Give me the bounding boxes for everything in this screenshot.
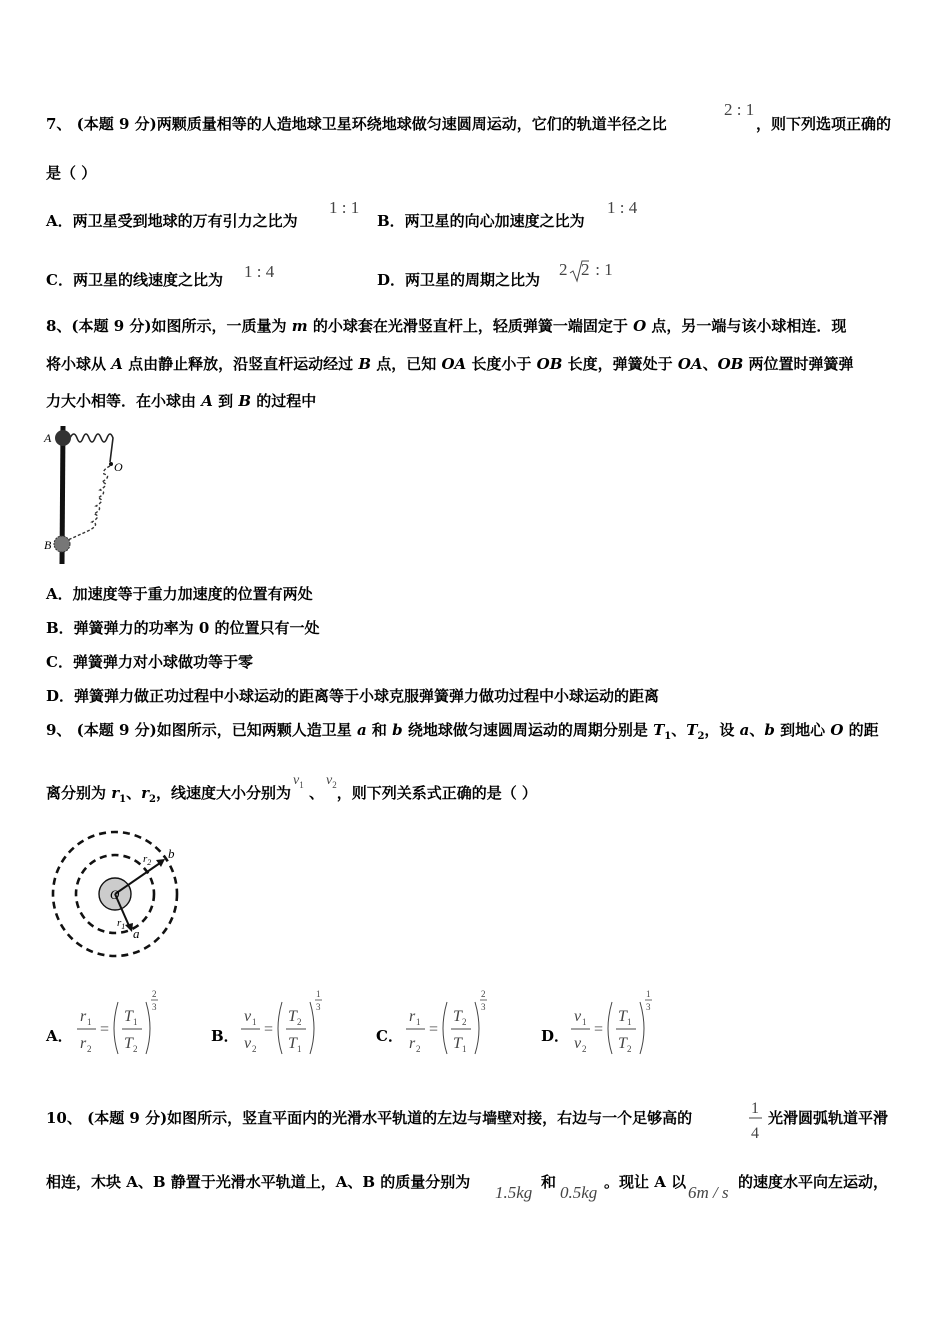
q7-option-a[interactable]: A．两卫星受到地球的万有引力之比为	[46, 212, 298, 230]
q9-option-b-label[interactable]: B．	[211, 1027, 239, 1045]
q8-stem-line1: 8、(本题 9 分)如图所示，一质量为 m 的小球套在光滑竖直杆上，轻质弹簧一端固定于 O 点，另一端与该小球相连．现	[46, 317, 847, 335]
svg-text:T: T	[288, 1035, 297, 1052]
svg-text:1: 1	[646, 989, 651, 999]
svg-text:2: 2	[462, 1017, 467, 1027]
q7-stem-line2: 是（ ）	[46, 164, 97, 182]
svg-text:r: r	[409, 1035, 416, 1052]
ball-at-b	[54, 536, 70, 552]
svg-text:v: v	[244, 1008, 252, 1025]
q7-option-b[interactable]: B．两卫星的向心加速度之比为	[377, 212, 585, 230]
q8-stem-line3: 力大小相等．在小球由 A 到 B 的过程中	[46, 392, 317, 410]
svg-text:1: 1	[462, 1044, 467, 1054]
svg-text:T: T	[124, 1035, 133, 1052]
q10-velocity: 6m / s	[688, 1183, 729, 1202]
svg-text:T: T	[453, 1008, 462, 1025]
svg-text:1: 1	[627, 1017, 632, 1027]
spring-to-b-dashed	[68, 466, 110, 540]
q10-stem-line2-end: 的速度水平向左运动，	[738, 1173, 889, 1191]
svg-text:2: 2	[152, 989, 157, 999]
q10-quarter-fraction	[746, 1094, 766, 1144]
q10-stem-line1-end: 光滑圆弧轨道平滑	[768, 1109, 889, 1127]
q7-option-c-value: 1 : 4	[244, 262, 275, 281]
q8-stem-line2: 将小球从 A 点由静止释放，沿竖直杆运动经过 B 点，已知 OA 长度小于 OB 长度，弹簧处于 OA、OB 两位置时弹簧弹	[46, 355, 854, 373]
label-r2: $r_2$	[143, 853, 152, 867]
svg-text:2: 2	[416, 1044, 421, 1054]
q7-radius-ratio: 2 : 1	[724, 100, 755, 119]
q7-option-a-value: 1 : 1	[329, 198, 360, 217]
svg-text:2: 2	[582, 1044, 587, 1054]
svg-text:4: 4	[751, 1125, 759, 1142]
q9-option-a-label[interactable]: A．	[46, 1027, 73, 1045]
svg-text:2: 2	[87, 1044, 92, 1054]
q9-option-a-formula[interactable]	[72, 988, 172, 1058]
svg-text:v: v	[574, 1035, 582, 1052]
svg-text:T: T	[288, 1008, 297, 1025]
q8-option-d[interactable]: D．弹簧弹力做正功过程中小球运动的距离等于小球克服弹簧弹力做功过程中小球运动的距离	[46, 687, 660, 705]
svg-text:3: 3	[646, 1002, 651, 1012]
svg-text:=: =	[429, 1021, 439, 1038]
svg-text:r: r	[80, 1008, 87, 1025]
spring-at-a	[70, 434, 113, 462]
svg-text:2: 2	[133, 1044, 138, 1054]
q9-option-b-formula[interactable]	[236, 988, 336, 1058]
label-a: A	[44, 431, 52, 445]
label-b: B	[44, 538, 52, 552]
svg-text:3: 3	[152, 1002, 157, 1012]
svg-text:=: =	[100, 1021, 110, 1038]
q10-and: 和	[541, 1173, 557, 1191]
ball-at-a	[55, 430, 71, 446]
svg-text:r: r	[409, 1008, 416, 1025]
q10-stem-line2-mid: 。现让 A 以	[604, 1173, 687, 1191]
label-o: O	[114, 460, 123, 474]
svg-text:2: 2	[252, 1044, 257, 1054]
pivot-point	[109, 462, 113, 466]
q7-stem-line1: 7、 (本题 9 分)两颗质量相等的人造地球卫星环绕地球做匀速圆周运动，它们的轨道半径之比	[46, 115, 667, 133]
q7-option-d[interactable]: D．两卫星的周期之比为	[377, 271, 541, 289]
svg-text:1: 1	[416, 1017, 421, 1027]
svg-text:=: =	[594, 1021, 604, 1038]
label-b: b	[168, 846, 175, 861]
q9-option-c-label[interactable]: C．	[376, 1027, 403, 1045]
q9-option-d-label[interactable]: D．	[541, 1027, 570, 1045]
q9-option-c-formula[interactable]	[401, 988, 501, 1058]
q9-orbit-figure	[48, 826, 184, 962]
q9-stem-line2: 离分别为 $r_1$、$r_2$，线速度大小分别为$v_1$ 、$v_2$，则下列关系式正确的是（ ）	[46, 773, 537, 805]
svg-text:T: T	[124, 1008, 133, 1025]
q8-spring-figure	[40, 422, 140, 570]
svg-text:1: 1	[751, 1100, 759, 1117]
q9-option-d-formula[interactable]	[566, 988, 666, 1058]
svg-text:T: T	[618, 1035, 627, 1052]
svg-text:1: 1	[252, 1017, 257, 1027]
q9-stem-line1: 9、 (本题 9 分)如图所示，已知两颗人造卫星 a 和 b 绕地球做匀速圆周运动的周期分别是 $T_1$、$T_2$，设 a、b 到地心 O 的距	[46, 721, 879, 742]
svg-text:2: 2	[481, 989, 486, 999]
svg-text:T: T	[453, 1035, 462, 1052]
svg-text:T: T	[618, 1008, 627, 1025]
label-o: O	[110, 887, 120, 902]
svg-text:r: r	[80, 1035, 87, 1052]
q8-option-a[interactable]: A．加速度等于重力加速度的位置有两处	[46, 585, 313, 603]
label-r1: $r_1$	[117, 917, 126, 931]
q7-option-b-value: 1 : 4	[607, 198, 638, 217]
svg-text:2: 2	[297, 1017, 302, 1027]
svg-text:1: 1	[316, 989, 321, 999]
svg-text:v: v	[574, 1008, 582, 1025]
svg-text:1: 1	[297, 1044, 302, 1054]
svg-text:1: 1	[87, 1017, 92, 1027]
q7-stem-line1-end: ，则下列选项正确的	[756, 115, 892, 133]
svg-text:v: v	[244, 1035, 252, 1052]
q10-stem-line1: 10、 (本题 9 分)如图所示，竖直平面内的光滑水平轨道的左边与墙壁对接，右边与一个足够高的	[46, 1109, 693, 1127]
svg-text:1: 1	[582, 1017, 587, 1027]
label-a: a	[133, 926, 140, 941]
svg-text:=: =	[264, 1021, 274, 1038]
q10-mass-b: 0.5kg	[560, 1183, 598, 1202]
q10-stem-line2: 相连，木块 A、B 静置于光滑水平轨道上，A、B 的质量分别为	[46, 1173, 471, 1191]
q8-option-b[interactable]: B．弹簧弹力的功率为 0 的位置只有一处	[46, 619, 320, 637]
q7-option-c[interactable]: C．两卫星的线速度之比为	[46, 271, 223, 289]
q10-mass-a: 1.5kg	[495, 1183, 533, 1202]
svg-text:1: 1	[133, 1017, 138, 1027]
q8-option-c[interactable]: C．弹簧弹力对小球做功等于零	[46, 653, 253, 671]
svg-text:2: 2	[627, 1044, 632, 1054]
svg-text:3: 3	[316, 1002, 321, 1012]
svg-text:3: 3	[481, 1002, 486, 1012]
